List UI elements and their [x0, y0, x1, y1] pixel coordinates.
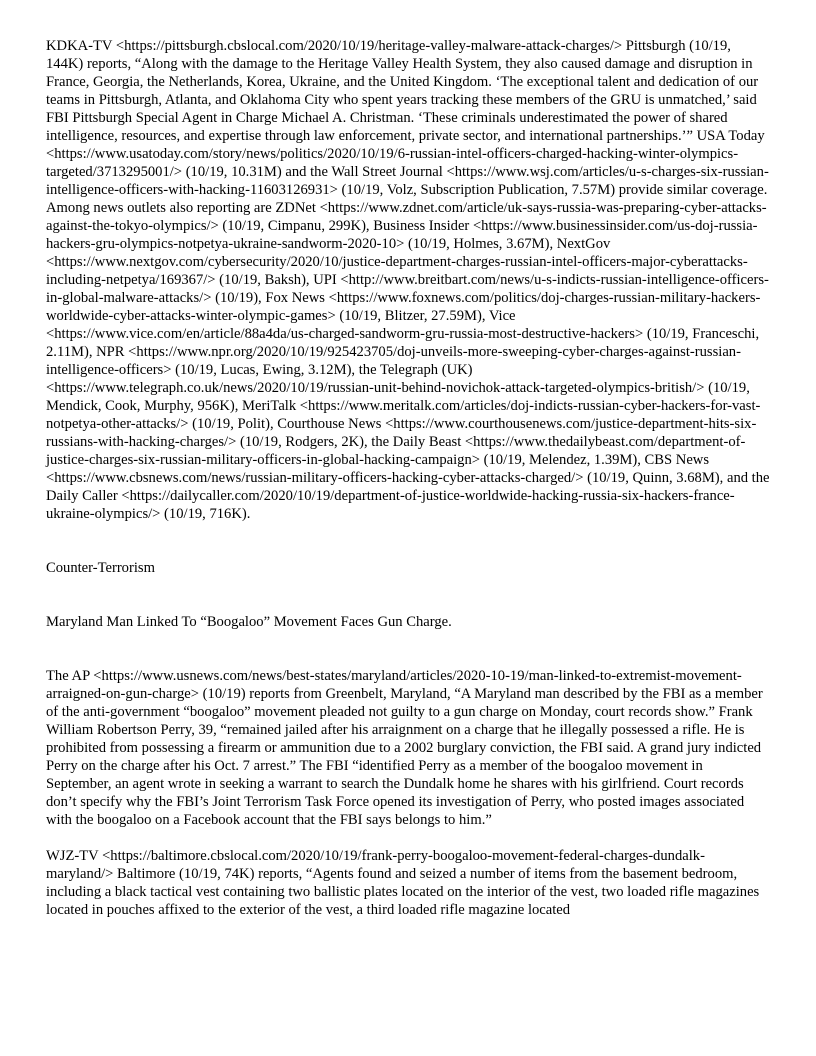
section-heading: Counter-Terrorism: [46, 560, 155, 576]
article-paragraph-ap-report: The AP <https://www.usnews.com/news/best-states/maryland/articles/2020-10-19/man-linked-to-extremist-movement-arraigned-on-gun-charge> (10/19) reports from Greenbelt, Maryland, “A Maryland man described by the FBI as a member of the anti-government “boogaloo” movement pleaded not guilty to a gun charge on Monday, court records show.” Frank William Robertson Perry, 39, “remained jailed after his arraignment on a charge that he illegally possessed a rifle. He is prohibited from possessing a firearm or ammunition due to a 2002 burglary conviction, the FBI said. A grand jury indicted Perry on the charge after his Oct. 7 arrest.” The FBI “identified Perry as a member of the boogaloo movement in September, an agent wrote in seeking a warrant to search the Dundalk home he shares with his girlfriend. Court records don’t specify why the FBI’s Joint Terrorism Task Force opened its investigation of Perry, who posted images associated with the boogaloo on a Facebook account that the FBI says belongs to him.”: [46, 668, 763, 828]
article-paragraph-wjz-report: WJZ-TV <https://baltimore.cbslocal.com/2020/10/19/frank-perry-boogaloo-movement-federal-charges-dundalk-maryland/> Baltimore (10/19, 74K) reports, “Agents found and seized a number of items from the basement bedroom, including a black tactical vest containing two ballistic plates located on the interior of the vest, two loaded rifle magazines located in pouches affixed to the exterior of the vest, a third loaded rifle magazine located: [46, 848, 760, 918]
article-paragraph-cyber-coverage: KDKA-TV <https://pittsburgh.cbslocal.com/2020/10/19/heritage-valley-malware-attack-charges/> Pittsburgh (10/19, 144K) reports, “Along with the damage to the Heritage Valley Health System, they also caused damage and disruption in France, Georgia, the Netherlands, Korea, Ukraine, and the United Kingdom. ‘The exceptional talent and dedication of our teams in Pittsburgh, Atlanta, and Oklahoma City who spent years tracking these members of the GRU is unmatched,’ said FBI Pittsburgh Special Agent in Charge Michael A. Christman. ‘These criminals underestimated the power of shared intelligence, resources, and expertise through law enforcement, private sector, and international partnerships.’” USA Today <https://www.usatoday.com/story/news/politics/2020/10/19/6-russian-intel-officers-charged-hacking-winter-olympics-targeted/3713295001/> (10/19, 10.31M) and the Wall Street Journal <https://www.wsj.com/articles/u-s-charges-six-russian-intelligence-officers-with-hacking-11603126931> (10/19, Volz, Subscription Publication, 7.57M) provide similar coverage. Among news outlets also reporting are ZDNet <https://www.zdnet.com/article/uk-says-russia-was-preparing-cyber-attacks-against-the-tokyo-olympics/> (10/19, Cimpanu, 299K), Business Insider <https://www.businessinsider.com/us-doj-russia-hackers-gru-olympics-notpetya-ukraine-sandworm-2020-10> (10/19, Holmes, 3.67M), NextGov <https://www.nextgov.com/cybersecurity/2020/10/justice-department-charges-russian-intel-officers-major-cyberattacks-including-netpetya/169367/> (10/19, Baksh), UPI <http://www.breitbart.com/news/u-s-indicts-russian-intelligence-officers-in-global-malware-attacks/> (10/19), Fox News <https://www.foxnews.com/politics/doj-charges-russian-military-hackers-worldwide-cyber-attacks-winter-olympic-games> (10/19, Blitzer, 27.59M), Vice <https://www.vice.com/en/article/88a4da/us-charged-sandworm-gru-russia-most-destructive-hackers> (10/19, Franceschi, 2.11M), NPR <https://www.npr.org/2020/10/19/925423705/doj-unveils-more-sweeping-cyber-charges-against-russian-intelligence-officers> (10/19, Lucas, Ewing, 3.12M), the Telegraph (UK) <https://www.telegraph.co.uk/news/2020/10/19/russian-unit-behind-novichok-attack-targeted-olympics-british/> (10/19, Mendick, Cook, Murphy, 956K), MeriTalk <https://www.meritalk.com/articles/doj-indicts-russian-cyber-hackers-for-vast-notpetya-other-attacks/> (10/19, Polit), Courthouse News <https://www.courthousenews.com/justice-department-hits-six-russians-with-hacking-charges/> (10/19, Rodgers, 2K), the Daily Beast <https://www.thedailybeast.com/department-of-justice-charges-six-russian-military-officers-in-global-hacking-campaign> (10/19, Melendez, 1.39M), CBS News <https://www.cbsnews.com/news/russian-military-officers-hacking-cyber-attacks-charged/> (10/19, Quinn, 3.68M), and the Daily Caller <https://dailycaller.com/2020/10/19/department-of-justice-worldwide-hacking-russia-six-hackers-france-ukraine-olympics/> (10/19, 716K).: [46, 38, 770, 522]
article-headline: Maryland Man Linked To “Boogaloo” Movement Faces Gun Charge.: [46, 614, 452, 630]
